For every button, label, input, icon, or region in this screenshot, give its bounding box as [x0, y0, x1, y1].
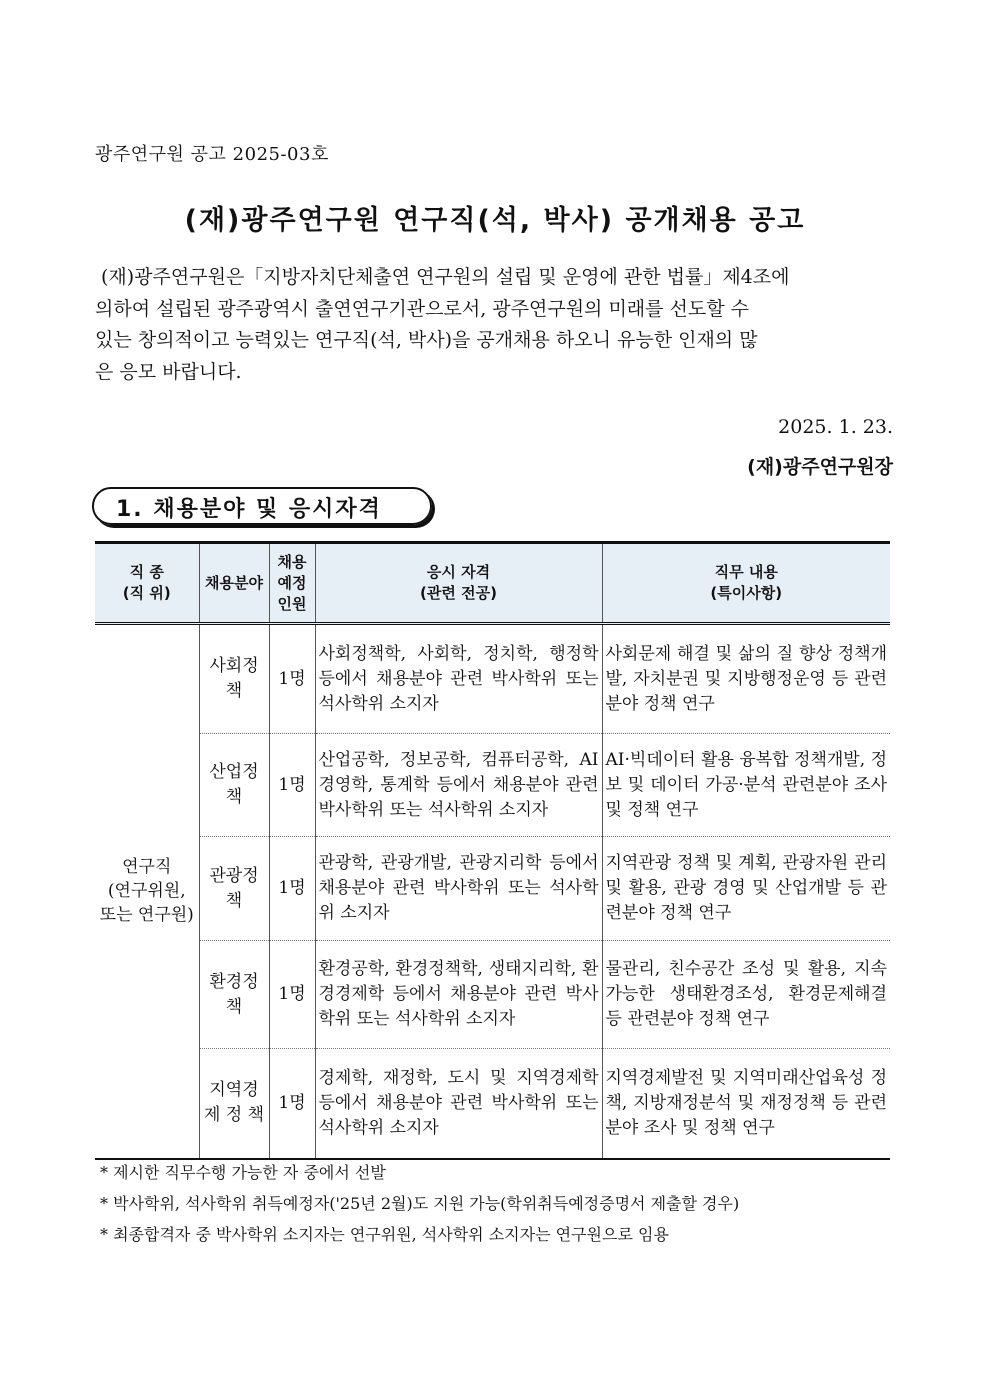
header-qualification-line: 응시 자격	[426, 563, 491, 581]
field-cell: 산업정책	[199, 734, 269, 837]
footnote: * 제시한 직무수행 가능한 자 중에서 선발	[100, 1163, 386, 1182]
header-qualification	[315, 543, 602, 624]
intro-line: (재)광주연구원은「지방자치단체출연 연구원의 설립 및 운영에 관한 법률」제4조에	[101, 266, 790, 288]
duty-cell: 사회문제 해결 및 삶의 질 향상 정책개발, 자치분권 및 지방행정운영 등 관련분야 정책 연구	[602, 624, 890, 734]
intro-paragraph	[95, 262, 895, 388]
intro-line: 의하여 설립된 광주광역시 출연연구기관으로서, 광주연구원의 미래를 선도할 수	[95, 297, 750, 320]
table-row	[95, 734, 890, 837]
footnote: * 박사학위, 석사학위 취득예정자('25년 2월)도 지원 가능(학위취득예정증명서 제출할 경우)	[100, 1194, 740, 1213]
count-cell: 1명	[269, 1049, 315, 1159]
header-rank-line: (직 위)	[122, 584, 171, 602]
qualification-cell: 관광학, 관광개발, 관광지리학 등에서 채용분야 관련 박사학위 또는 석사학위 소지자	[315, 837, 602, 941]
recruitment-table	[95, 541, 890, 1160]
table-row	[95, 941, 890, 1049]
intro-line: 있는 창의적이고 능력있는 연구직(석, 박사)을 공개채용 하오니 유능한 인재의 많	[95, 329, 758, 351]
table-row	[95, 1049, 890, 1159]
qualification-cell: 사회정책학, 사회학, 정치학, 행정학 등에서 채용분야 관련 박사학위 또는 석사학위 소지자	[315, 624, 602, 734]
header-field: 채용분야	[199, 543, 269, 624]
header-rank-line: 직 종	[129, 563, 164, 581]
qualification-cell: 경제학, 재정학, 도시 및 지역경제학 등에서 채용분야 관련 박사학위 또는 석사학위 소지자	[315, 1049, 602, 1159]
header-duty-line: (특이사항)	[710, 584, 783, 602]
notice-date: 2025. 1. 23.	[778, 416, 893, 438]
table-header-row	[95, 543, 890, 624]
header-count-line: 예정	[277, 573, 307, 592]
section-heading	[92, 487, 432, 525]
qualification-cell: 환경공학, 환경정책학, 생태지리학, 환경경제학 등에서 채용분야 관련 박사학위 또는 석사학위 소지자	[315, 941, 602, 1049]
table-row	[95, 624, 890, 734]
rank-cell	[95, 624, 199, 1159]
field-cell: 지역경제 정 책	[199, 1049, 269, 1159]
header-count-line: 채용	[277, 552, 307, 571]
header-count	[269, 543, 315, 624]
count-cell: 1명	[269, 941, 315, 1049]
section-heading-label: 1. 채용분야 및 응시자격	[116, 497, 382, 522]
rank-line: 또는 연구원)	[99, 905, 194, 926]
footnotes	[100, 1157, 739, 1250]
header-rank	[95, 543, 199, 624]
duty-cell: 물관리, 친수공간 조성 및 활용, 지속가능한 생태환경조성, 환경문제해결 등 관련분야 정책 연구	[602, 941, 890, 1049]
count-cell: 1명	[269, 624, 315, 734]
header-duty	[602, 543, 890, 624]
page-title: (재)광주연구원 연구직(석, 박사) 공개채용 공고	[184, 205, 806, 236]
signer: (재)광주연구원장	[747, 456, 893, 478]
footnote: * 최종합격자 중 박사학위 소지자는 연구위원, 석사학위 소지자는 연구원으로 임용	[100, 1225, 669, 1244]
count-cell: 1명	[269, 837, 315, 941]
rank-line: 연구직	[122, 857, 172, 878]
intro-line: 은 응모 바랍니다.	[95, 360, 242, 383]
field-cell: 사회정책	[199, 624, 269, 734]
count-cell: 1명	[269, 734, 315, 837]
duty-cell: AI·빅데이터 활용 융복합 정책개발, 정보 및 데이터 가공·분석 관련분야 조사 및 정책 연구	[602, 734, 890, 837]
table-row	[95, 837, 890, 941]
duty-cell: 지역경제발전 및 지역미래산업육성 정책, 지방재정분석 및 재정정책 등 관련분야 조사 및 정책 연구	[602, 1049, 890, 1159]
field-cell: 관광정책	[199, 837, 269, 941]
header-duty-line: 직무 내용	[714, 563, 778, 581]
field-cell: 환경정책	[199, 941, 269, 1049]
qualification-cell: 산업공학, 정보공학, 컴퓨터공학, AI 경영학, 통계학 등에서 채용분야 관련 박사학위 또는 석사학위 소지자	[315, 734, 602, 837]
header-count-line: 인원	[277, 594, 307, 613]
header-qualification-line: (관련 전공)	[420, 584, 497, 602]
rank-line: (연구위원,	[107, 881, 186, 902]
notice-number: 광주연구원 공고 2025-03호	[95, 144, 329, 165]
duty-cell: 지역관광 정책 및 계획, 관광자원 관리 및 활용, 관광 경영 및 산업개발 등 관련분야 정책 연구	[602, 837, 890, 941]
